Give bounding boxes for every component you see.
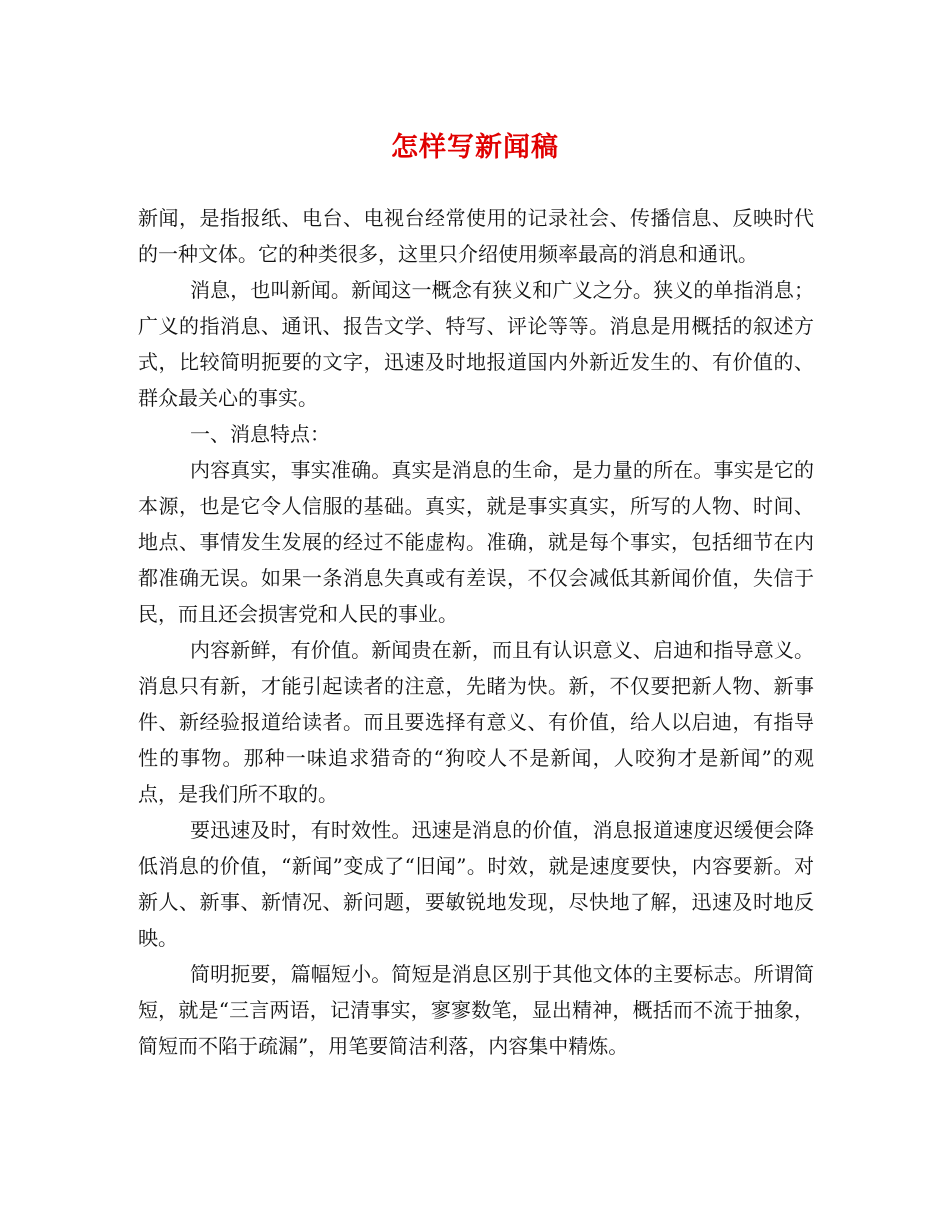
document-body	[138, 200, 814, 1064]
paragraph-concise: 简明扼要，篇幅短小。简短是消息区别于其他文体的主要标志。所谓简短，就是“三言两语，记清事实，寥寥数笔，显出精神，概括而不流于抽象，简短而不陷于疏漏”，用笔要简洁利落，内容集中精炼。	[138, 962, 814, 1058]
paragraph-timely: 要迅速及时，有时效性。迅速是消息的价值，消息报道速度迟缓便会降低消息的价值，“新闻”变成了“旧闻”。时效，就是速度要快，内容要新。对新人、新事、新情况、新问题，要敏锐地发现，尽快地了解，迅速及时地反映。	[138, 818, 814, 950]
paragraph-intro: 新闻，是指报纸、电台、电视台经常使用的记录社会、传播信息、反映时代的一种文体。它的种类很多，这里只介绍使用频率最高的消息和通讯。	[138, 206, 814, 266]
paragraph-definition: 消息，也叫新闻。新闻这一概念有狭义和广义之分。狭义的单指消息；广义的指消息、通讯、报告文学、特写、评论等等。消息是用概括的叙述方式，比较简明扼要的文字，迅速及时地报道国内外新近发生的、有价值的、群众最关心的事实。	[138, 278, 814, 410]
paragraph-fresh: 内容新鲜，有价值。新闻贵在新，而且有认识意义、启迪和指导意义。消息只有新，才能引起读者的注意，先睹为快。新，不仅要把新人物、新事件、新经验报道给读者。而且要选择有意义、有价值，给人以启迪，有指导性的事物。那种一味追求猎奇的“狗咬人不是新闻，人咬狗才是新闻”的观点，是我们所不取的。	[138, 638, 814, 806]
section-heading: 一、消息特点：	[190, 422, 330, 446]
paragraph-truthful: 内容真实，事实准确。真实是消息的生命，是力量的所在。事实是它的本源，也是它令人信服的基础。真实，就是事实真实，所写的人物、时间、地点、事情发生发展的经过不能虚构。准确，就是每个事实，包括细节在内都准确无误。如果一条消息失真或有差误，不仅会减低其新闻价值，失信于民，而且还会损害党和人民的事业。	[138, 458, 814, 626]
document-title: 怎样写新闻稿	[391, 132, 559, 163]
